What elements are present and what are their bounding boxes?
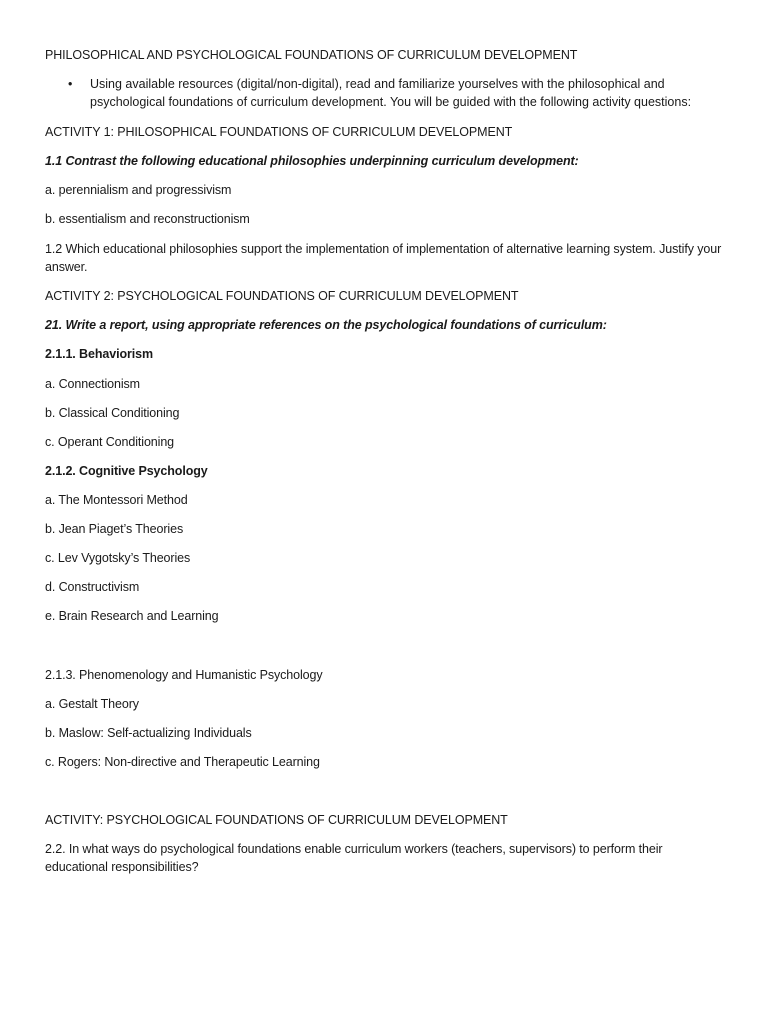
question-21: 21. Write a report, using appropriate references on the psychological foundations of curriculum: <box>45 318 607 332</box>
activity3-heading: ACTIVITY: PSYCHOLOGICAL FOUNDATIONS OF CURRICULUM DEVELOPMENT <box>45 813 508 827</box>
question-2-2: 2.2. In what ways do psychological foundations enable curriculum workers (teachers, supervisors) to perform their educational responsibilities? <box>45 842 663 874</box>
list-item: b. Classical Conditioning <box>45 406 180 420</box>
list-item: b. Jean Piaget’s Theories <box>45 522 184 536</box>
section-cognitive: 2.1.2. Cognitive Psychology <box>45 464 208 478</box>
list-item: c. Lev Vygotsky’s Theories <box>45 551 191 565</box>
list-item: b. Maslow: Self-actualizing Individuals <box>45 726 252 740</box>
list-item: a. perennialism and progressivism <box>45 183 232 197</box>
list-item: d. Constructivism <box>45 580 140 594</box>
activity2-heading: ACTIVITY 2: PSYCHOLOGICAL FOUNDATIONS OF CURRICULUM DEVELOPMENT <box>45 289 519 303</box>
list-item: c. Rogers: Non-directive and Therapeutic Learning <box>45 755 320 769</box>
section-phenomenology: 2.1.3. Phenomenology and Humanistic Psychology <box>45 668 323 682</box>
section-behaviorism: 2.1.1. Behaviorism <box>45 347 153 361</box>
instruction-bullet <box>68 75 728 111</box>
question-1-1: 1.1 Contrast the following educational philosophies underpinning curriculum development: <box>45 154 579 168</box>
list-item: c. Operant Conditioning <box>45 435 175 449</box>
list-item: a. Connectionism <box>45 377 140 391</box>
bullet-icon: • <box>68 77 73 91</box>
question-1-2: 1.2 Which educational philosophies support the implementation of implementation of alternative learning system. Justify your answer. <box>45 242 722 274</box>
activity1-heading: ACTIVITY 1: PHILOSOPHICAL FOUNDATIONS OF CURRICULUM DEVELOPMENT <box>45 125 513 139</box>
list-item: e. Brain Research and Learning <box>45 609 219 623</box>
list-item: a. The Montessori Method <box>45 493 188 507</box>
instruction-text: Using available resources (digital/non-digital), read and familiarize yourselves with the philosophical and psychological foundations of curriculum development. You will be guided with the following activity questions: <box>90 77 692 109</box>
list-item: b. essentialism and reconstructionism <box>45 212 250 226</box>
list-item: a. Gestalt Theory <box>45 697 139 711</box>
document-title: PHILOSOPHICAL AND PSYCHOLOGICAL FOUNDATIONS OF CURRICULUM DEVELOPMENT <box>45 48 578 62</box>
